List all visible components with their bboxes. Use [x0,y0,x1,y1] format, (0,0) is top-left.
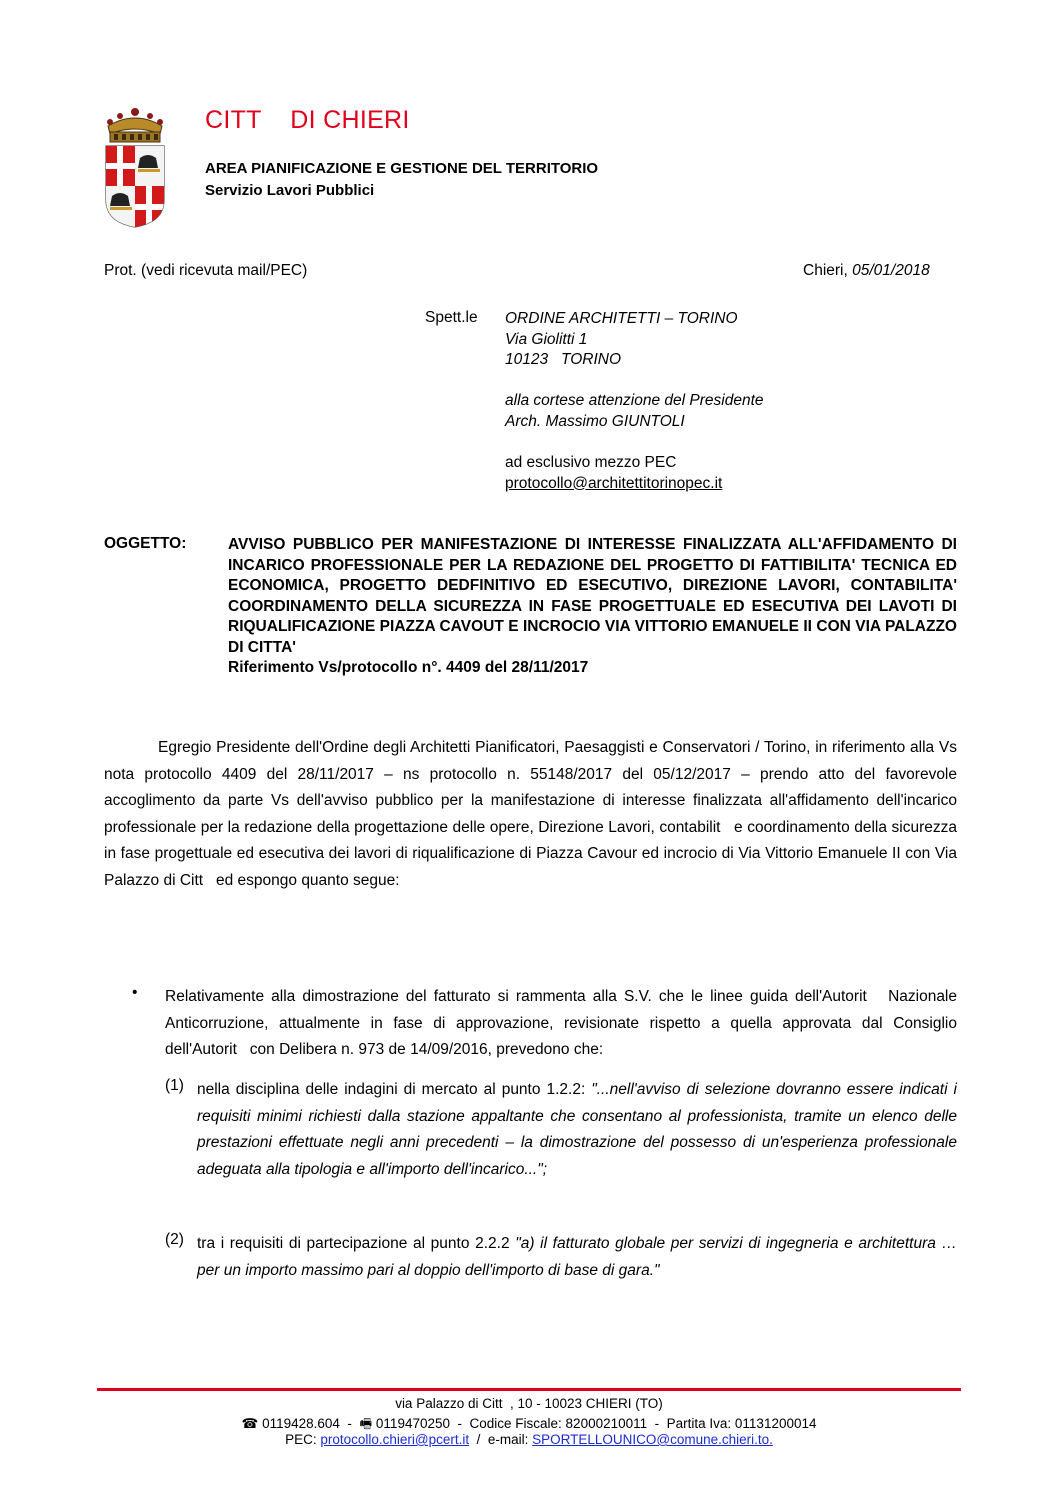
recipient-pec-link[interactable]: protocollo@architettitorinopec.it [505,474,723,492]
list-item-1-lead: nella disciplina delle indagini di mercato al punto 1.2.2: [197,1081,592,1098]
letter-date: 05/01/2018 [852,262,930,279]
recipient-city: 10123 TORINO [505,351,622,368]
service-name: Servizio Lavori Pubblici [205,182,375,199]
recipient-salutation: Spett.le [425,309,478,326]
footer-phone: 0119428.604 [262,1416,340,1431]
list-number-1: (1) [165,1077,184,1094]
footer-divider [97,1388,961,1391]
attention-block [505,391,764,432]
footer-separator: - [339,1416,360,1431]
footer-pec-label: PEC: [285,1432,321,1447]
phone-icon: ☎ [241,1416,263,1431]
attention-line-2: Arch. Massimo GIUNTOLI [505,412,685,430]
subject-label: OGGETTO: [104,535,187,552]
attention-line-1: alla cortese attenzione del Presidente [505,392,764,409]
list-item-1-quote: "...nell'avviso di selezione dovranno essere indicati i requisiti minimi richiesti dalla stazione appaltante che consentano al professionista, tramite un elenco delle prestazioni effettuate negli anni precedenti – la dimostrazione del possesso di un'esperienza professionale adeguata alla tipologia e all'importo dell'incarico..."; [197,1081,957,1178]
protocol-line: Prot. (vedi ricevuta mail/PEC) [104,262,308,279]
list-item-2-quote: "a) il fatturato globale per servizi di ingegneria e architettura … per un importo massimo pari al doppio dell'importo di base di gara." [197,1235,958,1279]
footer-email-link[interactable]: SPORTELLOUNICO@comune.chieri.to. [532,1432,773,1447]
recipient-street: Via Giolitti 1 [505,330,588,348]
list-item-1 [197,1077,957,1183]
list-item-2-lead: tra i requisiti di partecipazione al punto 2.2.2 [197,1235,516,1252]
body-paragraph: Egregio Presidente dell'Ordine degli Architetti Pianificatori, Paesaggisti e Conservatori / Torino, in riferimento alla Vs nota protocollo 4409 del 28/11/2017 – ns protocollo n. 55148/2017 del 05/12/2017 – prendo atto del favorevole accoglimento da parte Vs dell'avviso pubblico per la manifestazione di interesse finalizzata all'affidamento dell'incarico professionale per la redazione della progettazione delle opere, Direzione Lavori, contabilit e coordinamento della sicurezza in fase progettuale ed esecutiva dei lavori di riqualificazione di Piazza Cavour ed incrocio di Via Vittorio Emanuele II con Via Palazzo di Citt ed espongo quanto segue: [104,739,962,889]
bullet-paragraph: Relativamente alla dimostrazione del fatturato si rammenta alla S.V. che le linee guida dell'Autorit Nazionale Anticorruzione, attualmente in fase di approvazione, revisionate rispetto a quella approvata dal Consiglio dell'Autorit con Delibera n. 973 de 14/09/2016, prevedono che: [165,988,962,1058]
footer-fax: 0119470250 [375,1416,451,1431]
list-number-2: (2) [165,1231,184,1248]
place-date [803,262,930,280]
footer-tax-info: - Codice Fiscale: 82000210011 - Partita Iva: 01131200014 [450,1416,817,1431]
pec-block [505,453,722,494]
city-crest-logo [104,104,166,228]
pec-note: ad esclusivo mezzo PEC [505,454,677,471]
footer-email-label: / e-mail: [469,1432,533,1447]
recipient-name: ORDINE ARCHITETTI – TORINO [505,310,738,327]
subject-body: AVVISO PUBBLICO PER MANIFESTAZIONE DI INTERESSE FINALIZZATA ALL'AFFIDAMENTO DI INCARICO PROFESSIONALE PER LA REDAZIONE DEL PROGETTO DI FATTIBILITA' TECNICA ED ECONOMICA, PROGETTO DEDFINITIVO ED ESECUTIVO, DIREZIONE LAVORI, CONTABILITA' COORDINAMENTO DELLA SICUREZZA IN FASE PROGETTUALE ED ESECUTIVA DEI LAVOTI DI RIQUALIFICAZIONE PIAZZA CAVOUT E INCROCIO VIA VITTORIO EMANUELE II CON VIA PALAZZO DI CITTA' [228,536,957,656]
subject-reference: Riferimento Vs/protocollo n°. 4409 del 28/11/2017 [228,659,589,676]
place-label: Chieri, [803,262,853,279]
city-name-heading: CITT DI CHIERI [205,106,410,134]
footer-pec-link[interactable]: protocollo.chieri@pcert.it [320,1432,470,1447]
department-name: AREA PIANIFICAZIONE E GESTIONE DEL TERRITORIO [205,160,599,177]
bullet-icon: • [132,984,138,1001]
recipient-address [505,309,738,371]
footer-emails [97,1432,961,1447]
fax-icon: 🖷 [359,1416,376,1431]
footer-address: via Palazzo di Citt , 10 - 10023 CHIERI (TO) [395,1396,663,1411]
list-item-2 [197,1231,957,1284]
subject-text [228,535,957,679]
